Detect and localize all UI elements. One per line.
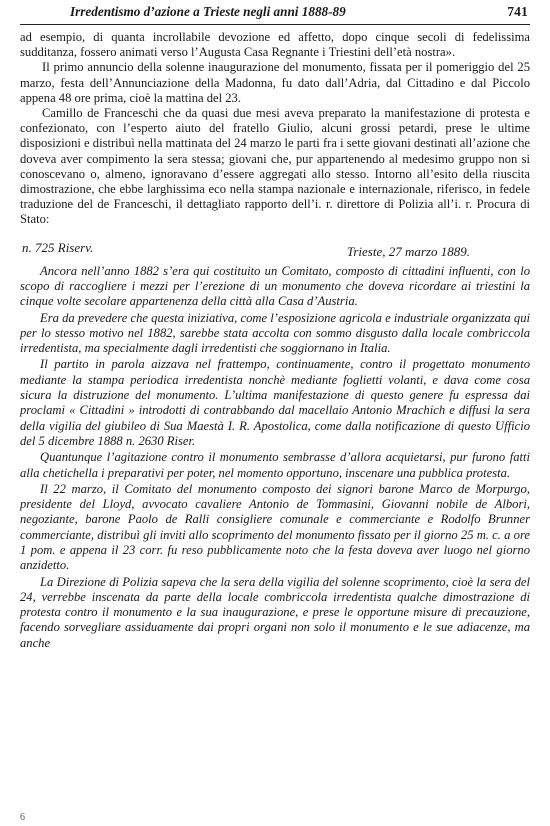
body-text <box>20 30 530 228</box>
quote-paragraph: Il partito in parola aizzava nel frattempo, continuamente, contro il progettato monumento mediante la stampa periodica irredentista nonchè mediante foglietti volanti, e dava come cosa sicura la distruzione del monumento. L’ultima manifestazione di questo genere fu espressa dai proclami « Cittadini » introdotti di contrabbando dal macellaio Antonio Mrachich e diffusi la sera della vigilia del giubileo di Sua Maestà I. R. Apostolica, come dalla notificazione di questo Ufficio del 5 dicembre 1888 n. 2630 Riser. <box>20 357 530 448</box>
quote-paragraph: Era da prevedere che questa iniziativa, come l’esposizione agricola e industriale organizzata qui per lo stesso motivo nel 1882, sarebbe stata accolta con sommo disgusto dalla locale combriccola irredentista, ma specialmente dagli irredentisti che soggiornano in Italia. <box>20 310 530 356</box>
quote-paragraph: Ancora nell’anno 1882 s’era qui costituito un Comitato, composto di cittadini influenti, con lo scopo di raccogliere i mezzi per l’erezione di un monumento che doveva ricordare ai triestini la cinque volte secolare appartenenza della città alla Casa d’Austria. <box>20 263 530 309</box>
paragraph: Camillo de Franceschi che da quasi due mesi aveva preparato la manifestazione di protesta e confezionato, con l’esperto aiuto del fratello Giulio, alcuni grossi petardi, prese le ultime disposizioni e distribuì nella mattinata del 24 marzo le parti fra i sette giovani destinati all’azione che doveva aver compimento la sera stessa; giovani che, pur appartenendo al medesimo gruppo non si conoscevano o, almeno, ignoravano d’essere aggregati allo stesso. Intorno all’esito della riuscita dimostrazione, che ebbe larghissima eco nella stampa nazionale e internazionale, riferisco, in fedele traduzione del de Franceschi, il dettagliato rapporto dell’i. r. direttore di Polizia all’i. r. Procura di Stato: <box>20 106 530 227</box>
quote-paragraph: Il 22 marzo, il Comitato del monumento composto dei signori barone Marco de Morpurgo, presidente del Lloyd, avvocato cavaliere Antonio de Tommasini, Giovanni nobile de Albori, negoziante, barone Paolo de Ralli consigliere comunale e commerciante e Rodolfo Brunner commerciante, distribuì gli inviti allo scoprimento del monumento fissato per il giorno 25 m. c. a ore 1 pom. e appena il 23 corr. fu reso pubblicamente noto che la festa doveva aver luogo nel giorno anzidetto. <box>20 481 530 573</box>
paragraph: ad esempio, di quanta incrollabile devozione ed affetto, dopo cinque secoli di fedelissima sudditanza, fossero animati verso l’Augusta Casa Regnante i Triestini dell’età nostra». <box>20 30 530 60</box>
book-page <box>20 4 530 651</box>
quote-paragraph: Quantunque l’agitazione contro il monumento sembrasse d’allora acquietarsi, pur furono fatti alla chetichella i preparativi per poter, nel momento opportuno, inscenare una pubblica protesta. <box>20 450 530 480</box>
document-header <box>20 239 530 259</box>
page-number: 741 <box>507 4 528 19</box>
document-place-date: Trieste, 27 marzo 1889. <box>346 243 470 259</box>
quoted-report <box>20 264 530 651</box>
running-head-title: Irredentismo d’azione a Trieste negli anni 1888-89 <box>70 4 346 19</box>
paragraph: Il primo annuncio della solenne inaugurazione del monumento, fissata per il pomeriggio del 25 marzo, festa dell’Annunciazione della Madonna, fu dato dall’Adria, dal Cittadino e dal Piccolo appena 48 ore prima, cioè la mattina del 23. <box>20 60 530 105</box>
quote-paragraph: La Direzione di Polizia sapeva che la sera della vigilia del solenne scoprimento, cioè la sera del 24, verrebbe inscenata da parte della locale combriccola irredentista qualche dimostrazione di protesta contro il monumento e la sua inaugurazione, e prese le opportune misure di precauzione, facendo sorvegliare assiduamente dai propri organi non solo il monumento e le sue adiacenze, ma anche <box>20 574 530 650</box>
document-reference: n. 725 Riserv. <box>22 239 94 255</box>
footer-mark: 6 <box>20 812 25 823</box>
running-head <box>20 4 530 25</box>
